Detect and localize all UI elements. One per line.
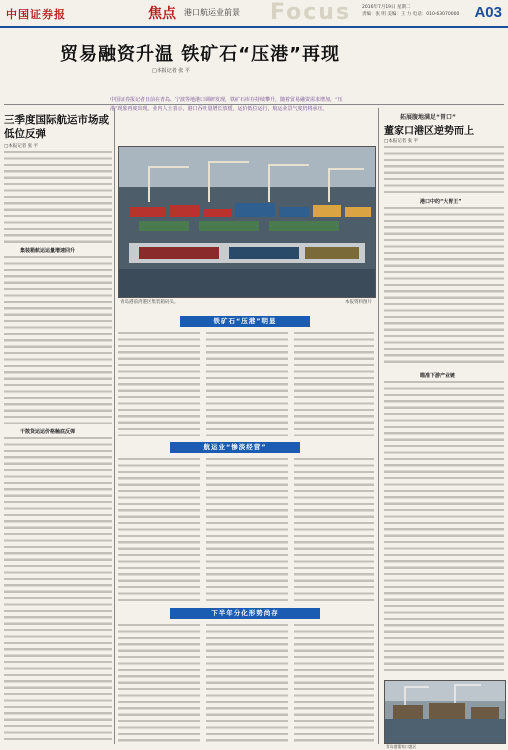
- right-story-title: 董家口港区逆势而上: [384, 126, 474, 137]
- center-body-1c: [294, 332, 374, 436]
- section-subtitle: 港口航运业前景: [184, 8, 240, 17]
- main-lead: 中国证券报记者日前在青岛、宁波等地港口调研发现，铁矿石库存持续攀升，随着贸易融资需求增加，“压港”现象再度出现。业内人士表示，港口吞吐量增长放缓，运价低位运行，航运业景气度仍将承压。: [110, 97, 343, 112]
- main-photo-port: [118, 146, 376, 298]
- right-subhead-2: 瞄准下游产业链: [420, 373, 456, 379]
- masthead: [0, 0, 508, 28]
- right-body-3: [384, 381, 504, 675]
- center-body-2b: [206, 458, 288, 602]
- left-subhead-2: 干散货运运价格触底反弹: [20, 429, 76, 435]
- headline-rule: [4, 104, 504, 105]
- left-story-byline: □本报记者 张 平: [4, 144, 39, 149]
- right-photo-illustration: [385, 681, 505, 743]
- center-body-1b: [206, 332, 288, 436]
- right-photo-port: [384, 680, 506, 744]
- left-subhead-1: 集装箱航运运量增速回升: [20, 248, 76, 254]
- center-body-2a: [118, 458, 200, 602]
- left-story-title: 三季度国际航运市场或低位反弹: [4, 114, 109, 140]
- main-byline: □本报记者 张 平: [152, 68, 190, 74]
- center-body-3c: [294, 624, 374, 744]
- left-body-2: [4, 256, 112, 424]
- date-line: [362, 4, 459, 18]
- right-body-2: [384, 207, 504, 367]
- date-line-2: 责编：张 明 美编：王 力 电话：010-63070000: [362, 12, 460, 17]
- page-number: A03: [474, 4, 502, 21]
- left-body-1: [4, 151, 112, 243]
- right-story-byline: □本报记者 张 平: [384, 139, 419, 144]
- port-photo-illustration: [119, 147, 375, 297]
- section-title: 焦点: [148, 6, 176, 22]
- right-subhead-1: 港口中的“大胃王”: [420, 199, 462, 205]
- main-photo-caption: 青岛港前湾港区集装箱码头。: [120, 300, 179, 305]
- column-rule-left: [114, 108, 115, 744]
- center-body-3b: [206, 624, 288, 744]
- center-body-2c: [294, 458, 374, 602]
- banner-shipping: 航运业“惨淡经营”: [170, 442, 300, 453]
- right-story-kicker: 拓展腹地满足“胃口”: [400, 114, 456, 121]
- center-body-3a: [118, 624, 200, 744]
- center-body-1a: [118, 332, 200, 436]
- main-headline: 贸易融资升温 铁矿石“压港”再现: [60, 44, 340, 65]
- section-watermark: Focus: [270, 0, 352, 25]
- column-rule-right: [378, 108, 379, 744]
- right-body-1: [384, 146, 504, 194]
- date-line-1: 2016年7月19日 星期二: [362, 5, 411, 10]
- main-photo-credit: 本报资料图片: [345, 300, 372, 305]
- banner-outlook: 下半年分化形势尚存: [170, 608, 320, 619]
- right-photo-caption: 青岛港董家口港区: [386, 744, 417, 749]
- left-body-3: [4, 437, 112, 743]
- newspaper-name: 中国证券报: [6, 8, 66, 21]
- banner-iron-ore: 铁矿石“压港”明显: [180, 316, 310, 327]
